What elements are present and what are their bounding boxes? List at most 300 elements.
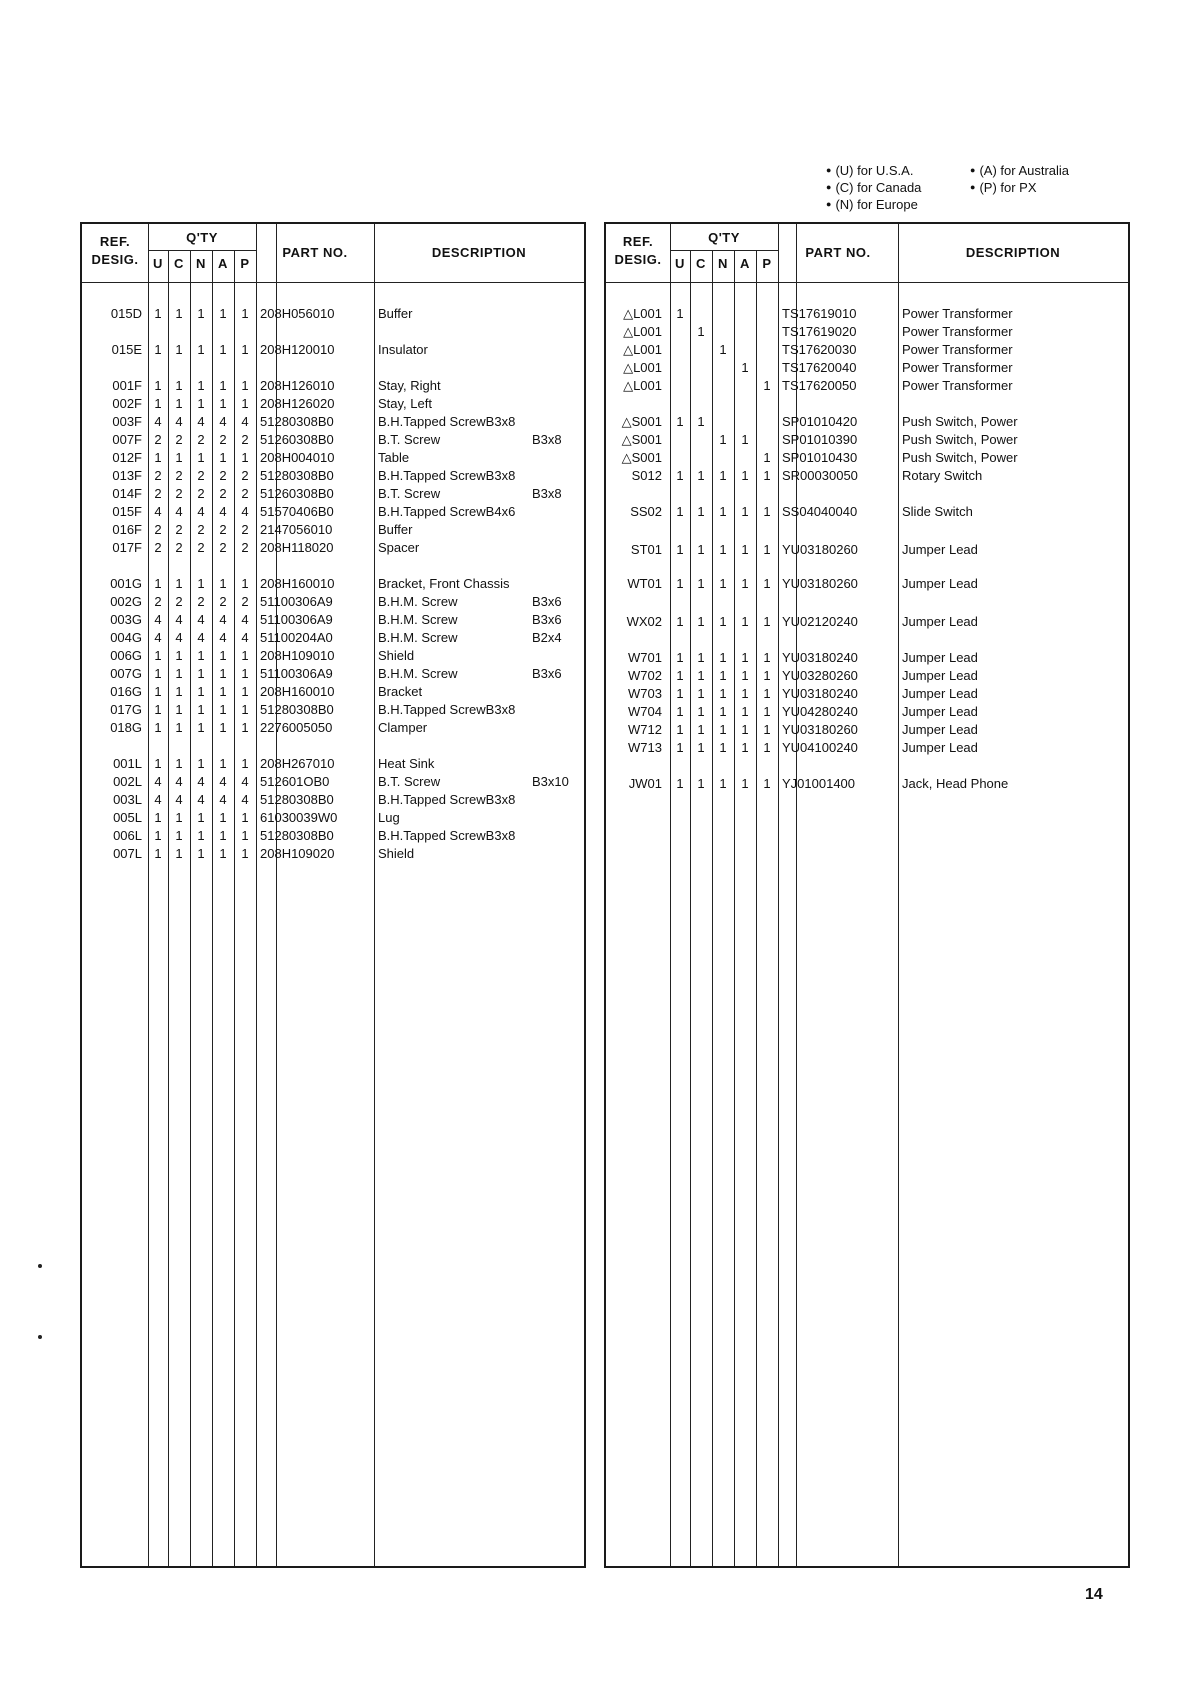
qty-u: 1 <box>154 396 162 411</box>
ref-desig: 001G <box>110 576 142 591</box>
qty-p: 2 <box>241 522 249 537</box>
part-number: 2276005050 <box>260 720 333 735</box>
qty-p: 1 <box>241 828 249 843</box>
qty-p: 1 <box>241 342 249 357</box>
qty-c: 2 <box>175 522 183 537</box>
description: Jack, Head Phone <box>902 776 1009 791</box>
qty-a: 1 <box>741 576 749 591</box>
part-number: 208H118020 <box>260 540 334 555</box>
header-desig: DESIG. <box>614 252 662 267</box>
qty-c: 4 <box>175 630 183 645</box>
qty-p: 4 <box>241 630 249 645</box>
ref-desig: S012 <box>631 468 662 483</box>
qty-n: 1 <box>719 740 727 755</box>
qty-c: 1 <box>175 756 183 771</box>
qty-c: 1 <box>175 396 183 411</box>
description: Jumper Lead <box>902 704 978 719</box>
ref-desig: △L001 <box>623 306 662 321</box>
qty-n: 4 <box>197 612 205 627</box>
part-number: 51100204A0 <box>260 630 333 645</box>
ref-desig: 007L <box>113 846 142 861</box>
qty-a: 1 <box>219 450 227 465</box>
qty-c: 1 <box>697 722 705 737</box>
qty-c: 1 <box>697 576 705 591</box>
qty-u: 1 <box>676 306 684 321</box>
qty-p: 1 <box>763 704 771 719</box>
qty-a: 1 <box>741 668 749 683</box>
ref-desig: 006L <box>113 828 142 843</box>
qty-u: 2 <box>154 594 162 609</box>
legend-item: ● (A) for Australia <box>970 163 1070 178</box>
qty-a: 1 <box>219 396 227 411</box>
qty-a: 2 <box>219 522 227 537</box>
part-number: 61030039W0 <box>260 810 338 825</box>
ref-desig: 016F <box>112 522 142 537</box>
qty-n: 1 <box>719 614 727 629</box>
stray-mark <box>38 1264 42 1268</box>
qty-p: 1 <box>241 756 249 771</box>
qty-p: 1 <box>241 720 249 735</box>
qty-p: 4 <box>241 612 249 627</box>
qty-n: 1 <box>719 504 727 519</box>
header-divider <box>606 282 1128 283</box>
qty-n: 1 <box>719 576 727 591</box>
qty-c: 1 <box>697 776 705 791</box>
description: B.H.M. Screw <box>378 630 458 645</box>
part-number: 208H160010 <box>260 576 335 591</box>
qty-a: 1 <box>219 756 227 771</box>
part-number: 208H126010 <box>260 378 335 393</box>
qty-u: 1 <box>676 414 684 429</box>
qty-n: 1 <box>719 776 727 791</box>
column-divider <box>898 224 899 1566</box>
qty-n: 1 <box>197 450 205 465</box>
size: B3x8 <box>532 432 562 447</box>
qty-n: 2 <box>197 486 205 501</box>
ref-desig: 013F <box>112 468 142 483</box>
qty-c: 1 <box>175 828 183 843</box>
qty-c: 1 <box>175 810 183 825</box>
qty-n: 1 <box>197 306 205 321</box>
column-divider <box>778 224 779 1566</box>
column-divider <box>374 224 375 1566</box>
description: Bracket <box>378 684 423 699</box>
size: B3x6 <box>532 666 562 681</box>
qty-a: 1 <box>219 666 227 681</box>
qty-divider <box>670 250 778 251</box>
qty-n: 1 <box>197 684 205 699</box>
qty-c: 4 <box>175 612 183 627</box>
part-number: TS17620050 <box>782 378 857 393</box>
description: Push Switch, Power <box>902 432 1018 447</box>
part-number: YU04280240 <box>782 704 858 719</box>
qty-a: 1 <box>741 650 749 665</box>
part-number: YU03180260 <box>782 576 858 591</box>
header-qty-p: P <box>240 256 250 271</box>
qty-n: 1 <box>719 342 727 357</box>
ref-desig: △L001 <box>623 324 662 339</box>
part-number: TS17620040 <box>782 360 857 375</box>
part-number: 51100306A9 <box>260 594 333 609</box>
description: Lug <box>378 810 400 825</box>
ref-desig: ST01 <box>630 542 662 557</box>
ref-desig: 018G <box>110 720 142 735</box>
qty-n: 2 <box>197 432 205 447</box>
qty-u: 1 <box>154 666 162 681</box>
description: Shield <box>378 648 415 663</box>
part-number: YU02120240 <box>782 614 858 629</box>
qty-a: 4 <box>219 630 227 645</box>
qty-c: 1 <box>175 666 183 681</box>
part-number: 51280308B0 <box>260 792 334 807</box>
qty-p: 1 <box>763 668 771 683</box>
qty-n: 1 <box>719 542 727 557</box>
ref-desig: 016G <box>110 684 142 699</box>
qty-u: 1 <box>676 668 684 683</box>
part-number: SP01010420 <box>782 414 858 429</box>
qty-p: 1 <box>763 776 771 791</box>
region-legend <box>826 162 921 213</box>
qty-n: 1 <box>719 650 727 665</box>
qty-a: 2 <box>219 432 227 447</box>
qty-a: 1 <box>219 378 227 393</box>
description: Stay, Right <box>378 378 441 393</box>
part-number: 51260308B0 <box>260 486 334 501</box>
qty-c: 1 <box>175 648 183 663</box>
qty-p: 1 <box>241 702 249 717</box>
qty-n: 1 <box>197 810 205 825</box>
description: B.H.M. Screw <box>378 666 458 681</box>
ref-desig: 012F <box>112 450 142 465</box>
qty-u: 2 <box>154 540 162 555</box>
ref-desig: 015E <box>111 342 142 357</box>
ref-desig: 003F <box>112 414 142 429</box>
qty-a: 1 <box>741 360 749 375</box>
qty-u: 4 <box>154 504 162 519</box>
qty-p: 1 <box>241 810 249 825</box>
qty-p: 1 <box>763 686 771 701</box>
ref-desig: JW01 <box>628 776 662 791</box>
qty-a: 1 <box>219 342 227 357</box>
part-number: 2147056010 <box>260 522 333 537</box>
part-number: 51100306A9 <box>260 666 333 681</box>
description: B.T. Screw <box>378 432 441 447</box>
part-number: TS17619020 <box>782 324 857 339</box>
qty-p: 4 <box>241 504 249 519</box>
part-number: YU03180260 <box>782 722 858 737</box>
column-divider <box>690 250 691 1566</box>
qty-u: 1 <box>676 468 684 483</box>
qty-u: 2 <box>154 432 162 447</box>
qty-p: 2 <box>241 432 249 447</box>
qty-p: 2 <box>241 486 249 501</box>
ref-desig: 007G <box>110 666 142 681</box>
qty-u: 1 <box>154 810 162 825</box>
qty-c: 1 <box>697 686 705 701</box>
qty-c: 1 <box>697 468 705 483</box>
qty-n: 1 <box>719 468 727 483</box>
ref-desig: 003G <box>110 612 142 627</box>
qty-u: 2 <box>154 468 162 483</box>
qty-p: 1 <box>241 396 249 411</box>
qty-n: 1 <box>197 756 205 771</box>
qty-u: 1 <box>154 702 162 717</box>
region-legend-2 <box>970 162 1069 196</box>
qty-u: 1 <box>154 846 162 861</box>
qty-u: 4 <box>154 630 162 645</box>
description: Power Transformer <box>902 378 1013 393</box>
qty-p: 1 <box>763 614 771 629</box>
description: Push Switch, Power <box>902 414 1018 429</box>
description: Heat Sink <box>378 756 435 771</box>
ref-desig: W702 <box>628 668 662 683</box>
qty-u: 1 <box>676 504 684 519</box>
qty-n: 1 <box>197 846 205 861</box>
qty-c: 1 <box>175 684 183 699</box>
header-divider <box>82 282 584 283</box>
size: B2x4 <box>532 630 562 645</box>
qty-a: 1 <box>219 846 227 861</box>
parts-table-left <box>80 222 586 1568</box>
qty-c: 2 <box>175 540 183 555</box>
header-part-no: PART NO. <box>805 245 871 260</box>
qty-n: 4 <box>197 504 205 519</box>
qty-n: 1 <box>197 342 205 357</box>
qty-n: 4 <box>197 630 205 645</box>
header-part-no: PART NO. <box>282 245 348 260</box>
qty-c: 1 <box>697 650 705 665</box>
qty-n: 1 <box>197 702 205 717</box>
description: Jumper Lead <box>902 614 978 629</box>
bullet-icon: ● <box>970 182 976 192</box>
qty-p: 2 <box>241 468 249 483</box>
qty-p: 1 <box>241 846 249 861</box>
description: Jumper Lead <box>902 542 978 557</box>
description: Slide Switch <box>902 504 973 519</box>
qty-n: 2 <box>197 540 205 555</box>
part-number: SR00030050 <box>782 468 858 483</box>
part-number: 208H109020 <box>260 846 335 861</box>
qty-u: 1 <box>676 776 684 791</box>
qty-c: 1 <box>175 576 183 591</box>
header-qty-a: A <box>740 256 750 271</box>
qty-p: 1 <box>763 722 771 737</box>
bullet-icon: ● <box>970 165 976 175</box>
qty-a: 1 <box>741 704 749 719</box>
ref-desig: W713 <box>628 740 662 755</box>
qty-u: 1 <box>676 650 684 665</box>
bullet-icon: ● <box>826 165 832 175</box>
part-number: YU03180240 <box>782 650 858 665</box>
ref-desig: 004G <box>110 630 142 645</box>
ref-desig: 001L <box>113 756 142 771</box>
legend-item: ● (U) for U.S.A. <box>826 163 914 178</box>
qty-c: 1 <box>175 378 183 393</box>
qty-n: 1 <box>719 432 727 447</box>
ref-desig: W701 <box>628 650 662 665</box>
qty-p: 2 <box>241 594 249 609</box>
qty-c: 1 <box>697 740 705 755</box>
qty-n: 4 <box>197 414 205 429</box>
ref-desig: W703 <box>628 686 662 701</box>
qty-u: 1 <box>154 720 162 735</box>
qty-a: 4 <box>219 774 227 789</box>
description: Push Switch, Power <box>902 450 1018 465</box>
description: Spacer <box>378 540 420 555</box>
header-qty-u: U <box>675 256 685 271</box>
description: Shield <box>378 846 415 861</box>
ref-desig: 005L <box>113 810 142 825</box>
qty-c: 1 <box>175 720 183 735</box>
description: B.H.M. Screw <box>378 612 458 627</box>
header-desig: DESIG. <box>91 252 139 267</box>
qty-p: 1 <box>763 468 771 483</box>
ref-desig: 015D <box>110 306 142 321</box>
column-divider <box>756 250 757 1566</box>
ref-desig: 002L <box>113 774 142 789</box>
qty-divider <box>148 250 256 251</box>
qty-a: 4 <box>219 792 227 807</box>
parts-table-right <box>604 222 1130 1568</box>
qty-u: 1 <box>676 542 684 557</box>
qty-u: 1 <box>676 576 684 591</box>
legend-item: ● (C) for Canada <box>826 180 922 195</box>
qty-n: 4 <box>197 792 205 807</box>
qty-u: 1 <box>676 614 684 629</box>
ref-desig: △S001 <box>621 414 662 429</box>
description: B.H.Tapped ScrewB3x8 <box>378 702 516 717</box>
header-qty: Q'TY <box>186 230 218 245</box>
description: Jumper Lead <box>902 722 978 737</box>
qty-c: 1 <box>175 342 183 357</box>
column-divider <box>256 224 257 1566</box>
part-number: YU03180260 <box>782 542 858 557</box>
ref-desig: 015F <box>112 504 142 519</box>
qty-u: 1 <box>154 684 162 699</box>
description: Jumper Lead <box>902 650 978 665</box>
qty-u: 1 <box>676 686 684 701</box>
qty-c: 4 <box>175 774 183 789</box>
qty-p: 1 <box>241 450 249 465</box>
legend-item: ● (P) for PX <box>970 180 1037 195</box>
description: B.H.Tapped ScrewB4x6 <box>378 504 516 519</box>
description: Jumper Lead <box>902 576 978 591</box>
qty-n: 1 <box>719 704 727 719</box>
part-number: 208H267010 <box>260 756 335 771</box>
header-qty-a: A <box>218 256 228 271</box>
header-qty-n: N <box>196 256 206 271</box>
qty-a: 1 <box>741 504 749 519</box>
qty-p: 1 <box>763 542 771 557</box>
qty-p: 1 <box>763 450 771 465</box>
description: Jumper Lead <box>902 686 978 701</box>
part-number: SS04040040 <box>782 504 858 519</box>
description: Buffer <box>378 522 413 537</box>
ref-desig: △S001 <box>621 432 662 447</box>
header-ref: REF. <box>99 234 131 249</box>
ref-desig: W704 <box>628 704 662 719</box>
part-number: 208H004010 <box>260 450 335 465</box>
qty-u: 1 <box>154 828 162 843</box>
description: Power Transformer <box>902 306 1013 321</box>
qty-n: 2 <box>197 594 205 609</box>
ref-desig: WT01 <box>627 576 662 591</box>
qty-a: 1 <box>219 828 227 843</box>
qty-p: 1 <box>241 576 249 591</box>
qty-c: 2 <box>175 468 183 483</box>
description: Power Transformer <box>902 360 1013 375</box>
qty-u: 1 <box>154 648 162 663</box>
description: Table <box>378 450 410 465</box>
qty-u: 1 <box>154 450 162 465</box>
qty-u: 2 <box>154 522 162 537</box>
qty-n: 1 <box>719 722 727 737</box>
qty-a: 4 <box>219 414 227 429</box>
qty-p: 1 <box>241 648 249 663</box>
qty-a: 1 <box>741 614 749 629</box>
header-description: DESCRIPTION <box>431 245 527 260</box>
ref-desig: 001F <box>112 378 142 393</box>
qty-p: 4 <box>241 792 249 807</box>
part-number: YJ01001400 <box>782 776 856 791</box>
qty-p: 1 <box>763 378 771 393</box>
part-number: 51280308B0 <box>260 828 334 843</box>
qty-n: 4 <box>197 774 205 789</box>
description: B.H.M. Screw <box>378 594 458 609</box>
qty-c: 4 <box>175 792 183 807</box>
description: Stay, Left <box>378 396 432 411</box>
description: B.H.Tapped ScrewB3x8 <box>378 414 516 429</box>
qty-u: 4 <box>154 774 162 789</box>
part-number: TS17620030 <box>782 342 857 357</box>
ref-desig: WX02 <box>626 614 662 629</box>
qty-u: 4 <box>154 792 162 807</box>
qty-n: 2 <box>197 522 205 537</box>
part-number: SP01010430 <box>782 450 858 465</box>
qty-c: 1 <box>697 324 705 339</box>
qty-u: 1 <box>154 342 162 357</box>
size: B3x6 <box>532 594 562 609</box>
qty-u: 1 <box>154 756 162 771</box>
description: Insulator <box>378 342 428 357</box>
qty-c: 4 <box>175 414 183 429</box>
qty-n: 1 <box>197 378 205 393</box>
header-qty-p: P <box>762 256 772 271</box>
qty-a: 1 <box>219 702 227 717</box>
size: B3x8 <box>532 486 562 501</box>
part-number: SP01010390 <box>782 432 858 447</box>
qty-u: 1 <box>154 306 162 321</box>
size: B3x10 <box>532 774 569 789</box>
legend-item: ● (N) for Europe <box>826 197 918 212</box>
ref-desig: △L001 <box>623 342 662 357</box>
qty-a: 1 <box>219 306 227 321</box>
header-description: DESCRIPTION <box>965 245 1061 260</box>
qty-a: 1 <box>741 740 749 755</box>
qty-a: 2 <box>219 540 227 555</box>
qty-c: 1 <box>697 614 705 629</box>
qty-c: 1 <box>697 704 705 719</box>
qty-u: 4 <box>154 414 162 429</box>
qty-a: 1 <box>219 720 227 735</box>
qty-a: 1 <box>741 722 749 737</box>
description: B.H.Tapped ScrewB3x8 <box>378 792 516 807</box>
description: Clamper <box>378 720 428 735</box>
qty-a: 1 <box>741 542 749 557</box>
qty-p: 1 <box>241 666 249 681</box>
ref-desig: △L001 <box>623 360 662 375</box>
qty-c: 1 <box>697 504 705 519</box>
